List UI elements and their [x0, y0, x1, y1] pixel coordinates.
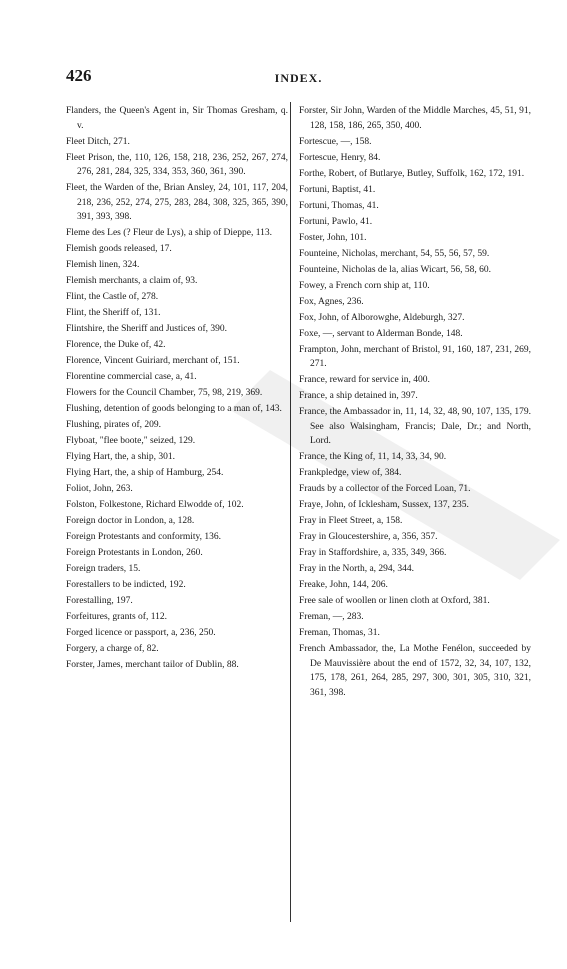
index-entry: Fleet Ditch, 271.: [66, 136, 130, 147]
index-entry: Flemish linen, 324.: [66, 260, 140, 270]
index-entry: Fleet Prison, the, 110, 126, 158, 218, 236, 252, 267, 274, 276, 281, 284, 325, 334, 353, 360, 361, 390.: [66, 152, 288, 177]
index-entry: Florence, Vincent Guiriard, merchant of, 151.: [66, 356, 240, 366]
index-entry: Folston, Folkestone, Richard Elwodde of, 102.: [66, 500, 244, 510]
index-entry: Flint, the Sheriff of, 131.: [66, 308, 161, 318]
index-entry: Foreign traders, 15.: [66, 564, 141, 574]
index-entry: Fleme des Les (? Fleur de Lys), a ship of Dieppe, 113.: [66, 228, 272, 238]
index-entry: Forster, James, merchant tailor of Dublin, 88.: [66, 660, 239, 670]
index-entry: France, the King of, 11, 14, 33, 34, 90.: [299, 452, 447, 462]
index-entry: Fortuni, Pawlo, 41.: [299, 216, 373, 227]
index-entry: Flyboat, "flee boote," seized, 129.: [66, 436, 196, 446]
index-entry: Fray in Staffordshire, a, 335, 349, 366.: [299, 548, 447, 558]
index-entry: Fox, John, of Alborowghe, Aldeburgh, 327.: [299, 312, 465, 323]
index-entry: Flying Hart, the, a ship, 301.: [66, 452, 175, 462]
index-entry: Foreign doctor in London, a, 128.: [66, 516, 195, 526]
index-entry: Founteine, Nicholas, merchant, 54, 55, 56, 57, 59.: [299, 248, 490, 259]
index-entry: Flanders, the Queen's Agent in, Sir Thomas Gresham, q. v.: [66, 106, 288, 131]
index-entry: Foreign Protestants in London, 260.: [66, 548, 203, 558]
index-entry: Forged licence or passport, a, 236, 250.: [66, 628, 216, 638]
index-entry: Forthe, Robert, of Butlarye, Butley, Suffolk, 162, 172, 191.: [299, 168, 525, 179]
index-entry: Founteine, Nicholas de la, alias Wicart, 56, 58, 60.: [299, 264, 492, 275]
index-entry: Fray in Gloucestershire, a, 356, 357.: [299, 532, 438, 542]
index-entry: Forestalling, 197.: [66, 596, 133, 606]
index-entry: Forster, Sir John, Warden of the Middle Marches, 45, 51, 91, 128, 158, 186, 265, 350, 400.: [299, 106, 531, 131]
index-entry: Fray in the North, a, 294, 344.: [299, 564, 415, 574]
index-entry: Fray in Fleet Street, a, 158.: [299, 516, 403, 526]
index-entry: Fleet, the Warden of the, Brian Ansley, 24, 101, 117, 204, 218, 236, 252, 274, 275, 283, 284, 308, 325, 365, 390, 391, 393, 398.: [66, 183, 288, 222]
index-entry: Flint, the Castle of, 278.: [66, 292, 159, 302]
index-entry: Foreign Protestants and conformity, 136.: [66, 532, 222, 542]
index-entry: Fox, Agnes, 236.: [299, 296, 364, 307]
index-entry: Fortuni, Baptist, 41.: [299, 184, 376, 195]
index-entry: French Ambassador, the, La Mothe Fenélon, succeeded by De Mauvissière about the end of 1572, 32, 34, 107, 132, 175, 178, 261, 264, 285, 297, 300, 301, 305, 310, 321, 361, 398.: [299, 644, 531, 698]
index-entry: Fortuni, Thomas, 41.: [299, 200, 379, 211]
page-header: [66, 66, 531, 90]
index-entry: Florence, the Duke of, 42.: [66, 340, 166, 350]
index-entry: Flushing, detention of goods belonging to a man of, 143.: [66, 404, 282, 414]
index-entry: Fortescue, —, 158.: [299, 136, 372, 147]
index-entry: Florentine commercial case, a, 41.: [66, 372, 197, 382]
index-entry: Fowey, a French corn ship at, 110.: [299, 280, 430, 291]
running-title: INDEX.: [274, 71, 323, 85]
index-entry: Foliot, John, 263.: [66, 484, 133, 494]
index-entry: France, a ship detained in, 397.: [299, 391, 418, 401]
index-entry: Foster, John, 101.: [299, 232, 367, 243]
index-entry: Forestallers to be indicted, 192.: [66, 580, 186, 590]
index-entry: Flying Hart, the, a ship of Hamburg, 254.: [66, 468, 224, 478]
index-entry: Flushing, pirates of, 209.: [66, 420, 161, 430]
index-entry: Forfeitures, grants of, 112.: [66, 612, 167, 622]
index-column-right: [299, 104, 531, 702]
index-entry: Frampton, John, merchant of Bristol, 91, 160, 187, 231, 269, 271.: [299, 344, 531, 369]
index-entry: Fortescue, Henry, 84.: [299, 152, 381, 163]
index-entry: France, the Ambassador in, 11, 14, 32, 48, 90, 107, 135, 179. See also Walsingham, Francis; Dale, Dr.; and North, Lord.: [299, 407, 531, 446]
index-entry: Freake, John, 144, 206.: [299, 580, 388, 590]
index-entry: Flowers for the Council Chamber, 75, 98, 219, 369.: [66, 388, 263, 398]
index-entry: Freman, Thomas, 31.: [299, 628, 380, 638]
index-entry: Flintshire, the Sheriff and Justices of, 390.: [66, 324, 228, 334]
index-entry: Frauds by a collector of the Forced Loan, 71.: [299, 484, 471, 494]
index-entry: Flemish merchants, a claim of, 93.: [66, 276, 198, 286]
index-entry: Frankpledge, view of, 384.: [299, 468, 402, 478]
index-entry: Fraye, John, of Icklesham, Sussex, 137, 235.: [299, 500, 469, 510]
index-entry: Forgery, a charge of, 82.: [66, 644, 159, 654]
index-entry: Free sale of woollen or linen cloth at Oxford, 381.: [299, 596, 490, 606]
column-divider: [290, 102, 291, 922]
page-number: 426: [66, 66, 92, 85]
index-entry: Foxe, —, servant to Alderman Bonde, 148.: [299, 328, 463, 339]
index-entry: Flemish goods released, 17.: [66, 244, 172, 254]
index-entry: Freman, —, 283.: [299, 612, 364, 622]
index-entry: France, reward for service in, 400.: [299, 375, 430, 385]
index-column-left: [66, 104, 288, 674]
